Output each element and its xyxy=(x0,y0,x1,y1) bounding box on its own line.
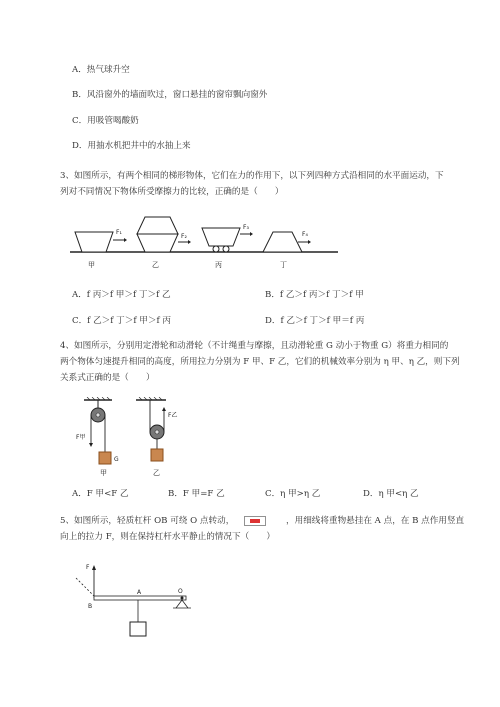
q3-force-f3: F₃ xyxy=(243,224,249,231)
q3-stem-line2: 列对不同情况下物体所受摩擦力的比较，正确的是（ ） xyxy=(60,187,284,197)
q3-force-f4: F₄ xyxy=(302,231,308,238)
q4-stem-line1: 4、如图所示，分别用定滑轮和动滑轮（不计绳重与摩擦，且动滑轮重 G 动小于物重 G）将重力相同的 xyxy=(60,341,449,351)
q2-option-d: D．用抽水机把井中的水抽上来 xyxy=(72,141,191,151)
q3-figure-yi xyxy=(137,217,191,269)
q4-weight-box-jia xyxy=(99,452,111,464)
q3-caption-yi: 乙 xyxy=(152,261,159,269)
q4-weight-box-yi xyxy=(151,449,163,461)
q3-figure-jia xyxy=(75,229,127,269)
q5-stem-line2: 向上的拉力 F，则在保持杠杆水平静止的情况下（ ） xyxy=(60,532,275,542)
q3-friction-figure xyxy=(70,212,340,274)
q4-pulley-figure xyxy=(70,397,190,477)
q4-option-d: D．η 甲<η 乙 xyxy=(363,489,419,499)
q3-force-f2: F₂ xyxy=(181,233,187,240)
q5-label-f: F xyxy=(86,564,90,571)
q4-stem-line2: 两个物体匀速提升相同的高度，所用拉力分别为 F 甲、F 乙，它们的机械效率分别为 η 甲、η 乙，则下列 xyxy=(60,357,460,367)
q4-stem-line3: 关系式正确的是（ ） xyxy=(60,373,155,383)
q4-force-left: F甲 xyxy=(76,434,86,441)
q3-option-b: B．f 乙＞f 丙＞f 丁＞f 甲 xyxy=(265,290,364,300)
q4-force-right: F乙 xyxy=(168,412,178,419)
q3-option-d: D．f 乙＞f 丁＞f 甲＝f 丙 xyxy=(265,316,365,326)
q5-label-a: A xyxy=(137,589,142,596)
q4-figure-jia xyxy=(76,397,119,477)
q5-stem-line1-a: 5、如图所示，轻质杠杆 OB 可绕 O 点转动， xyxy=(60,516,235,526)
q2-option-c: C．用吸管喝酸奶 xyxy=(72,116,139,126)
q3-caption-ding: 丁 xyxy=(280,261,287,269)
q3-caption-bing: 丙 xyxy=(215,261,222,269)
q4-caption-yi: 乙 xyxy=(153,469,160,477)
q5-label-o: O xyxy=(178,588,183,595)
q5-label-b: B xyxy=(88,603,93,610)
q3-option-a: A．f 丙＞f 甲＞f 丁＞f 乙 xyxy=(72,290,171,300)
q4-caption-jia: 甲 xyxy=(100,469,107,477)
q4-figure-yi xyxy=(136,397,177,477)
q3-stem-line1: 3、如图所示，有两个相同的梯形物体，它们在力的作用下，以下列四种方式沿相同的水平面运动，下 xyxy=(60,171,444,181)
q4-g-label-jia: G xyxy=(114,456,119,463)
q2-option-b: B．风沿窗外的墙面吹过，窗口悬挂的窗帘飘向窗外 xyxy=(72,90,268,100)
q5-inline-icon xyxy=(244,516,266,526)
q5-stem-line1-b: ，用细线将重物悬挂在 A 点，在 B 点作用竖直 xyxy=(286,516,465,526)
q5-lever-figure xyxy=(70,560,200,642)
q3-force-f1: F₁ xyxy=(116,229,122,236)
q3-figure-ding xyxy=(263,231,311,269)
q3-figure-bing xyxy=(202,224,253,269)
q4-option-b: B．F 甲=F 乙 xyxy=(168,489,225,499)
q4-option-c: C．η 甲>η 乙 xyxy=(265,489,321,499)
q3-option-c: C．f 乙＞f 丁＞f 甲＞f 丙 xyxy=(72,316,171,326)
q3-caption-jia: 甲 xyxy=(88,261,95,269)
q4-option-a: A．F 甲<F 乙 xyxy=(72,489,129,499)
q2-option-a: A．热气球升空 xyxy=(72,65,130,75)
